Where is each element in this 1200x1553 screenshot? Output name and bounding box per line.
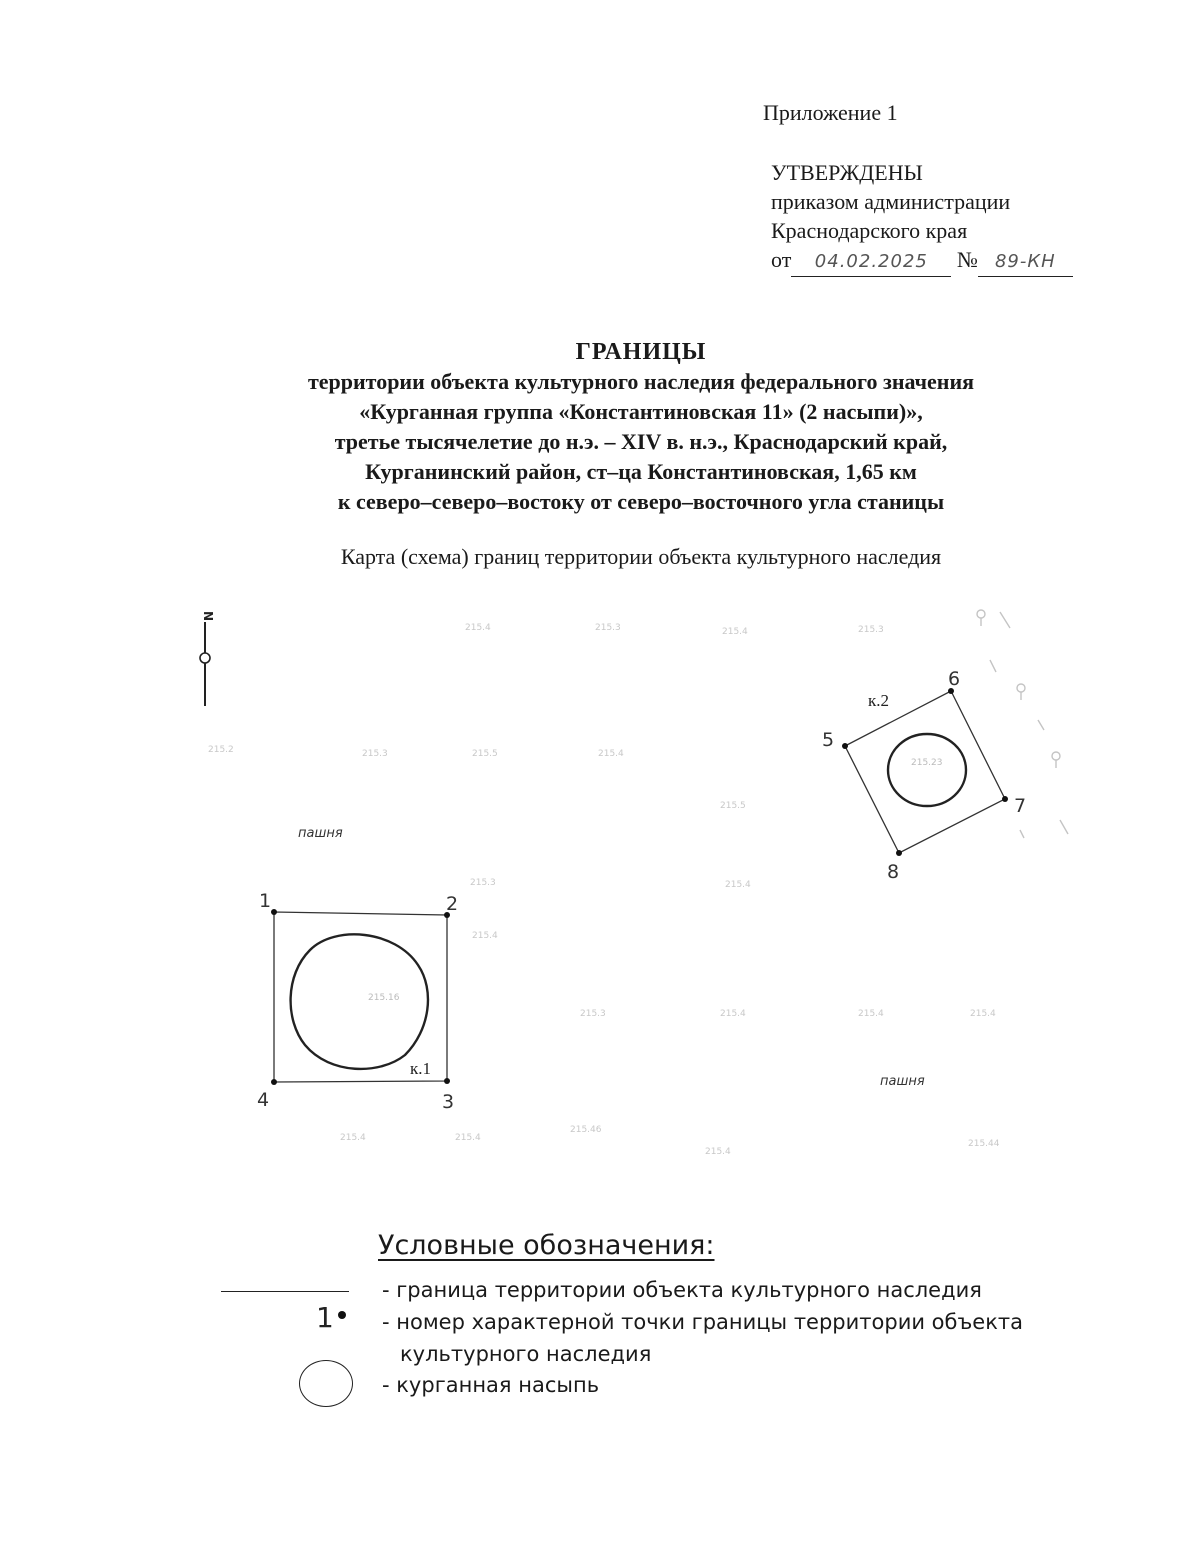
elevation-mark: 215.3 <box>470 878 496 888</box>
boundary-point <box>896 850 902 856</box>
legend-point-text: - номер характерной точки границы территории объекта <box>382 1310 1024 1334</box>
legend-point-text-cont: культурного наследия <box>400 1342 652 1366</box>
boundary-point <box>1002 796 1008 802</box>
title-line-3: третье тысячелетие до н.э. – XIV в. н.э., Краснодарский край, <box>334 429 948 454</box>
point-number-3: 3 <box>442 1091 455 1113</box>
elevation-mark: 215.4 <box>720 1009 746 1019</box>
mound-label: к.2 <box>868 691 890 710</box>
elevation-mark: 215.4 <box>340 1133 366 1143</box>
boundary-point <box>444 1078 450 1084</box>
elevation-mark: 215.3 <box>858 625 884 635</box>
approval-date-line <box>771 245 1073 277</box>
north-arrow-icon <box>200 611 215 706</box>
appendix-label: Приложение 1 <box>763 100 898 125</box>
elevation-mark: 215.4 <box>598 749 624 759</box>
point-number-5: 5 <box>822 729 835 751</box>
mound-embankment <box>888 734 966 806</box>
legend-point-number: 1 <box>316 1301 334 1334</box>
elevation-mark: 215.4 <box>465 623 491 633</box>
mound-2-territory <box>822 668 1026 883</box>
mound-embankment <box>291 934 428 1069</box>
approval-heading: УТВЕРЖДЕНЫ <box>771 160 923 185</box>
elevation-mark: 215.3 <box>362 749 388 759</box>
approval-block <box>771 158 1073 277</box>
elevation-mark: 215.4 <box>722 627 748 637</box>
point-number-4: 4 <box>257 1089 270 1111</box>
point-number-6: 6 <box>948 668 961 690</box>
mound-elevation: 215.23 <box>911 758 943 768</box>
mound-label: к.1 <box>410 1059 432 1078</box>
title-main: ГРАНИЦЫ <box>575 339 707 365</box>
elevation-mark: 215.4 <box>725 880 751 890</box>
elevation-mark: 215.46 <box>570 1125 602 1135</box>
map-caption: Карта (схема) границ территории объекта культурного наследия <box>340 544 942 569</box>
land-label-arable: пашня <box>298 826 343 841</box>
boundary-point <box>271 1079 277 1085</box>
legend-boundary-text: - граница территории объекта культурного наследия <box>382 1278 982 1302</box>
elevation-mark: 215.3 <box>595 623 621 633</box>
number-prefix: № <box>956 247 978 272</box>
title-line-4: Курганинский район, ст–ца Константиновская, 1,65 км <box>365 459 917 484</box>
boundary-map <box>0 590 1200 1190</box>
boundary-line <box>274 912 447 1082</box>
boundary-line <box>845 691 1005 853</box>
legend-point-dot-icon <box>338 1311 346 1319</box>
title-line-2: «Курганная группа «Константиновская 11» (2 насыпи)», <box>359 399 923 424</box>
elevation-mark: 215.2 <box>208 745 234 755</box>
approval-line-2: Краснодарского края <box>771 218 968 243</box>
boundary-point <box>842 743 848 749</box>
elevation-mark: 215.4 <box>455 1133 481 1143</box>
elevation-mark: 215.44 <box>968 1139 1000 1149</box>
document-title <box>0 337 1200 517</box>
north-label: N <box>201 611 215 622</box>
elevation-mark: 215.5 <box>472 749 498 759</box>
point-number-1: 1 <box>259 890 272 912</box>
elevation-mark: 215.4 <box>705 1147 731 1157</box>
elevation-mark: 215.3 <box>580 1009 606 1019</box>
boundary-point <box>271 909 277 915</box>
handwritten-date: 04.02.2025 <box>791 247 951 277</box>
point-number-7: 7 <box>1014 795 1027 817</box>
elevation-mark: 215.4 <box>472 931 498 941</box>
title-line-1: территории объекта культурного наследия федерального значения <box>307 369 975 394</box>
title-line-5: к северо–северо–востоку от северо–восточного угла станицы <box>337 489 945 514</box>
legend-mound-text: - курганная насыпь <box>382 1373 600 1397</box>
legend-title: Условные обозначения: <box>378 1230 715 1261</box>
elevation-mark: 215.4 <box>970 1009 996 1019</box>
point-number-2: 2 <box>446 893 459 915</box>
elevation-mark: 215.4 <box>858 1009 884 1019</box>
handwritten-number: 89-КН <box>978 247 1073 277</box>
mound-elevation: 215.16 <box>368 993 400 1003</box>
legend-mound-circle-icon <box>299 1360 353 1407</box>
land-label-arable: пашня <box>880 1074 925 1089</box>
legend-boundary-symbol <box>221 1291 349 1292</box>
date-prefix: от <box>771 247 792 272</box>
elevation-mark: 215.5 <box>720 801 746 811</box>
mound-1-territory <box>257 890 458 1113</box>
approval-line-1: приказом администрации <box>771 189 1011 214</box>
point-number-8: 8 <box>887 861 900 883</box>
